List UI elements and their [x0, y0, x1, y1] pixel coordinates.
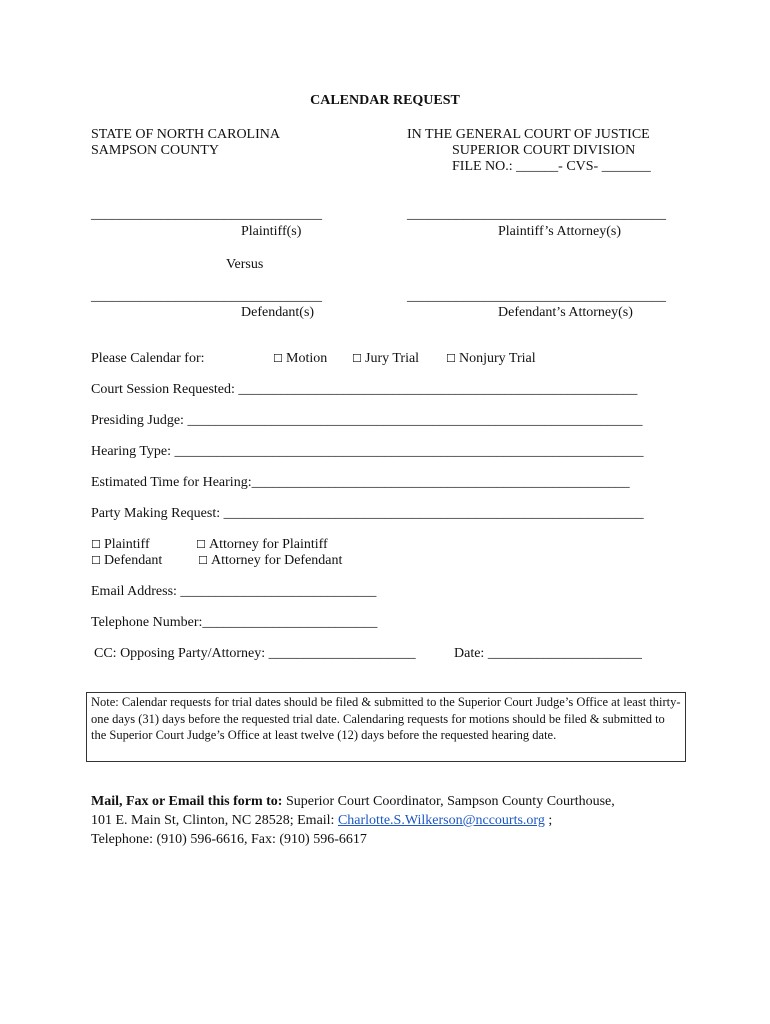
- checkbox-icon[interactable]: ☐: [198, 554, 208, 567]
- defendant-option-label: Defendant: [104, 553, 163, 568]
- cc-field[interactable]: CC: Opposing Party/Attorney: _____________________: [94, 646, 416, 661]
- versus-label: Versus: [226, 257, 264, 272]
- party-making-request-field[interactable]: Party Making Request: ____________________________________________________________: [91, 506, 644, 521]
- attorney-for-plaintiff-label: Attorney for Plaintiff: [209, 537, 328, 552]
- email-field[interactable]: Email Address: ____________________________: [91, 584, 377, 599]
- motion-option[interactable]: [273, 351, 327, 367]
- footer-line2: 101 E. Main St, Clinton, NC 28528; Email:: [91, 813, 338, 828]
- state-label: STATE OF NORTH CAROLINA: [91, 127, 280, 142]
- division-label: SUPERIOR COURT DIVISION: [452, 143, 636, 158]
- footer-instructions: [91, 792, 731, 849]
- jury-trial-label: Jury Trial: [365, 351, 420, 366]
- attorney-for-defendant-label: Attorney for Defendant: [211, 553, 343, 568]
- checkbox-icon[interactable]: ☐: [273, 352, 283, 365]
- jury-trial-option[interactable]: [352, 351, 419, 367]
- county-label: SAMPSON COUNTY: [91, 143, 219, 158]
- note-box: Note: Calendar requests for trial dates should be filed & submitted to the Superior Court Judge’s Office at least thirty-one days (31) days before the requested trial date. Calendaring requests for motions should be filed & submitted to the Superior Court Judge’s Office at least twelve (12) days before the requested hearing date.: [86, 692, 686, 762]
- checkbox-icon[interactable]: ☐: [446, 352, 456, 365]
- checkbox-icon[interactable]: ☐: [91, 538, 101, 551]
- nonjury-trial-option[interactable]: [446, 351, 536, 367]
- calendar-for-label: Please Calendar for:: [91, 351, 205, 366]
- attorney-for-defendant-option[interactable]: [198, 553, 342, 569]
- coordinator-email-link[interactable]: Charlotte.S.Wilkerson@nccourts.org: [337, 813, 545, 828]
- footer-line3: Telephone: (910) 596-6616, Fax: (910) 596-6617: [91, 832, 367, 847]
- footer-line2-end: ;: [544, 813, 553, 828]
- plaintiff-option[interactable]: [91, 537, 150, 553]
- footer-lead: Mail, Fax or Email this form to:: [91, 794, 283, 809]
- defendant-option[interactable]: [91, 553, 162, 569]
- plaintiff-attorney-label: Plaintiff’s Attorney(s): [498, 224, 622, 239]
- date-field[interactable]: Date: ______________________: [454, 646, 642, 661]
- plaintiff-option-label: Plaintiff: [104, 537, 150, 552]
- file-no-field[interactable]: FILE NO.: ______- CVS- _______: [452, 159, 651, 174]
- plaintiff-attorney-line[interactable]: _____________________________________: [407, 207, 666, 222]
- telephone-field[interactable]: Telephone Number:_________________________: [91, 615, 378, 630]
- nonjury-trial-label: Nonjury Trial: [459, 351, 536, 366]
- checkbox-icon[interactable]: ☐: [352, 352, 362, 365]
- motion-label: Motion: [286, 351, 328, 366]
- defendant-line[interactable]: _________________________________: [91, 289, 322, 304]
- court-label: IN THE GENERAL COURT OF JUSTICE: [407, 127, 650, 142]
- estimated-time-field[interactable]: Estimated Time for Hearing:______________________________________________________: [91, 475, 630, 490]
- defendant-attorney-line[interactable]: _____________________________________: [407, 289, 666, 304]
- defendant-label: Defendant(s): [241, 305, 315, 320]
- plaintiff-line[interactable]: _________________________________: [91, 207, 322, 222]
- checkbox-icon[interactable]: ☐: [196, 538, 206, 551]
- defendant-attorney-label: Defendant’s Attorney(s): [498, 305, 633, 320]
- court-session-field[interactable]: Court Session Requested: _________________________________________________________: [91, 382, 638, 397]
- plaintiff-label: Plaintiff(s): [241, 224, 302, 239]
- form-title: CALENDAR REQUEST: [310, 93, 460, 108]
- presiding-judge-field[interactable]: Presiding Judge: _________________________________________________________________: [91, 413, 643, 428]
- footer-line1: Superior Court Coordinator, Sampson County Courthouse,: [282, 794, 615, 809]
- attorney-for-plaintiff-option[interactable]: [196, 537, 328, 553]
- hearing-type-field[interactable]: Hearing Type: ___________________________________________________________________: [91, 444, 644, 459]
- checkbox-icon[interactable]: ☐: [91, 554, 101, 567]
